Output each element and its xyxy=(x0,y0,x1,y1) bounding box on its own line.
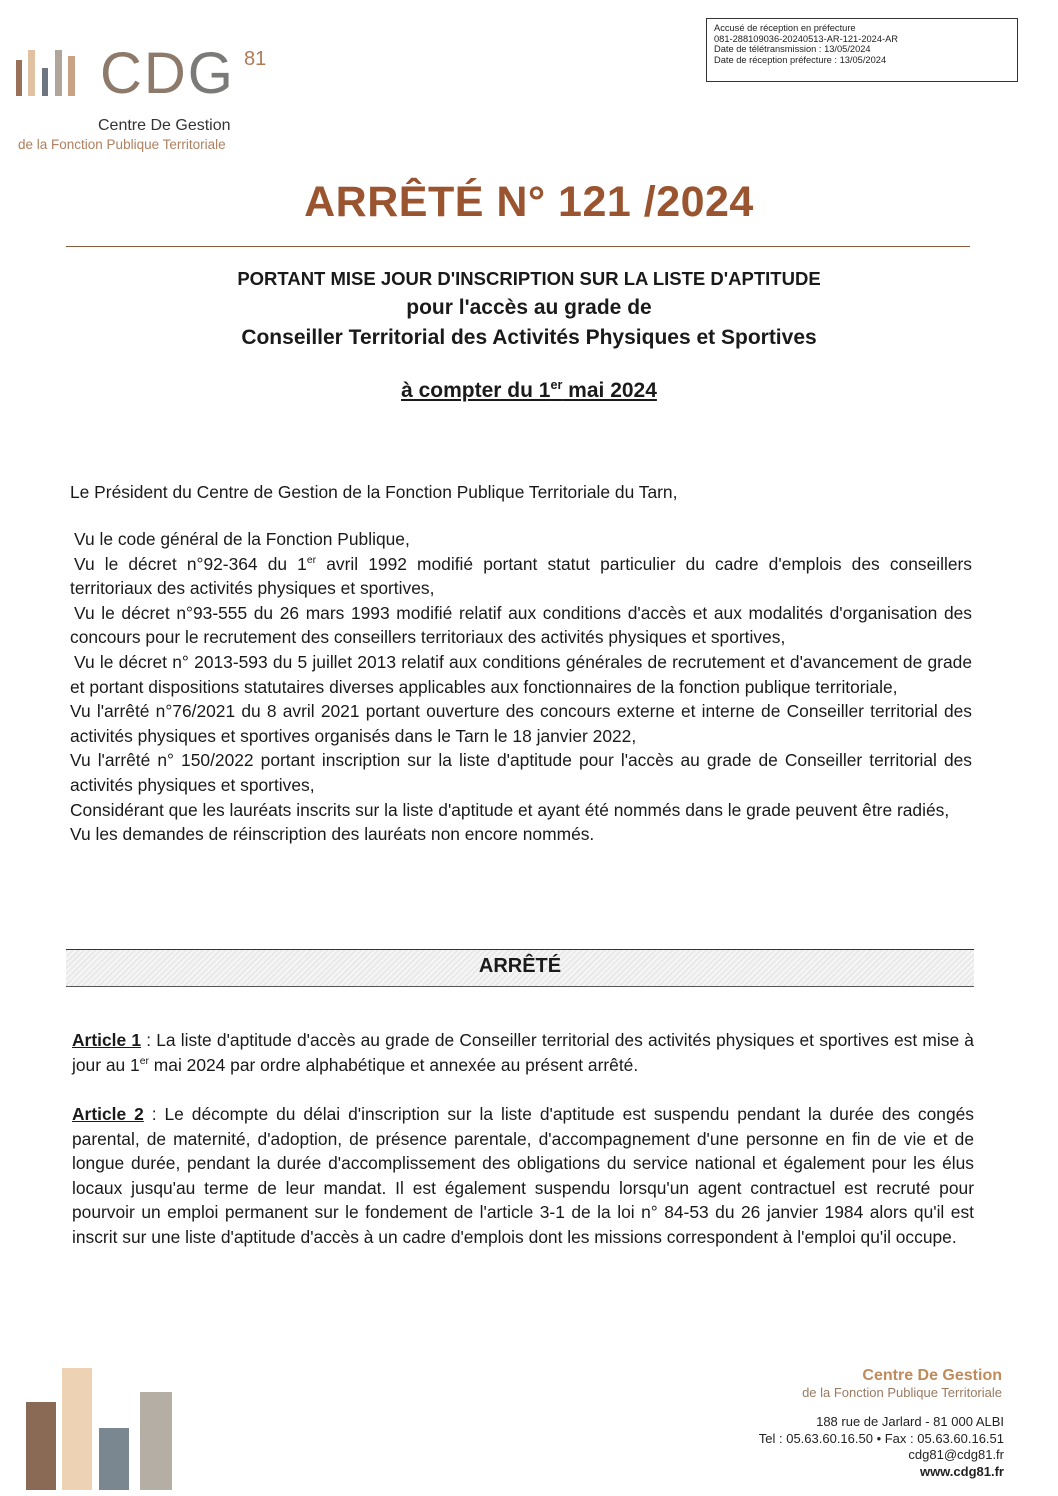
footer-organization xyxy=(802,1367,1002,1400)
subtitle-grade: Conseiller Territorial des Activités Physiques et Sportives xyxy=(241,326,817,349)
visa-item: Vu l'arrêté n°76/2021 du 8 avril 2021 portant ouverture des concours externe et interne de Conseiller territorial des activités physiques et sportives organisés dans le Tarn le 18 janvier 2022, xyxy=(70,701,972,746)
footer-bar xyxy=(140,1392,172,1490)
visa-item: Vu le décret n° 2013-593 du 5 juillet 2013 relatif aux conditions générales de recrutement et d'avancement de grade et portant dispositions statutaires diverses applicables aux fonctionnaires de la fonction publique territoriale, xyxy=(70,651,972,697)
stamp-line: 081-288109036-20240513-AR-121-2024-AR xyxy=(714,33,899,44)
visa-item: Considérant que les lauréats inscrits sur la liste d'aptitude et ayant été nommés dans le grade peuvent être radiés, xyxy=(70,799,950,820)
article-1: Article 1 : La liste d'aptitude d'accès au grade de Conseiller territorial des activités physiques et sportives est mise à jour au 1er mai 2024 par ordre alphabétique et annexée au présent arrêté. xyxy=(72,1030,974,1075)
cdg81-logo xyxy=(14,41,284,159)
visa-item: Vu les demandes de réinscription des lauréats non encore nommés. xyxy=(70,824,595,845)
footer-bar xyxy=(99,1428,129,1490)
footer-phone-fax: Tel : 05.63.60.16.50 • Fax : 05.63.60.16.51 xyxy=(758,1430,1004,1446)
footer-org-name: Centre De Gestion xyxy=(862,1367,1002,1384)
footer-bars-logo-icon xyxy=(22,1368,182,1490)
footer-bar xyxy=(62,1368,92,1490)
visa-item: Vu le décret n°92-364 du 1er avril 1992 modifié portant statut particulier du cadre d'emplois des conseillers territoriaux des activités physiques et sportives, xyxy=(70,553,972,599)
stamp-line: Accusé de réception en préfecture xyxy=(714,23,856,33)
footer-contact xyxy=(759,1414,1004,1480)
visa-item: Vu le décret n°93-555 du 26 mars 1993 modifié relatif aux conditions d'accès et aux modalités d'organisation des concours pour le recrutement des conseillers territoriaux des activités physiques et sportives, xyxy=(70,602,972,648)
document-title: ARRÊTÉ N° 121 /2024 xyxy=(304,178,754,226)
footer-email[interactable]: cdg81@cdg81.fr xyxy=(908,1447,1004,1462)
arrete-heading: ARRÊTÉ xyxy=(478,955,562,977)
visa-item: Vu le code général de la Fonction Publique, xyxy=(74,529,410,549)
logo-subtitle-2: de la Fonction Publique Territoriale xyxy=(18,137,226,152)
logo-wordmark: CDG xyxy=(100,41,235,106)
footer-address: 188 rue de Jarlard - 81 000 ALBI xyxy=(816,1414,1004,1429)
subtitle-purpose: PORTANT MISE JOUR D'INSCRIPTION SUR LA LISTE D'APTITUDE xyxy=(237,268,821,289)
subtitle-access: pour l'accès au grade de xyxy=(406,296,652,319)
footer-org-subtitle: de la Fonction Publique Territoriale xyxy=(802,1385,1002,1400)
stamp-line: Date de réception préfecture : 13/05/2024 xyxy=(714,54,887,65)
footer-website[interactable]: www.cdg81.fr xyxy=(919,1463,1004,1479)
logo-subtitle: Centre De Gestion xyxy=(98,117,231,134)
logo-superscript: 81 xyxy=(244,48,267,70)
stamp-line: Date de télétransmission : 13/05/2024 xyxy=(714,44,871,55)
arrete-heading-band xyxy=(66,949,974,987)
visas-section xyxy=(70,527,972,847)
article-2-label: Article 2 xyxy=(72,1104,144,1124)
footer-bar xyxy=(26,1402,56,1490)
article-1-label: Article 1 xyxy=(72,1030,141,1050)
title-divider xyxy=(66,246,970,247)
visa-item: Vu l'arrêté n° 150/2022 portant inscription sur la liste d'aptitude pour l'accès au grade de Conseiller territorial des activités physiques et sportives, xyxy=(70,750,972,795)
effective-date: à compter du 1er mai 2024 xyxy=(401,378,657,402)
article-2: Article 2 : Le décompte du délai d'inscription sur la liste d'aptitude est suspendu pendant la durée des congés parental, de maternité, d'adoption, de présence parentale, d'accompagnement d'une personne en fin de vie et de longue durée, pendant la durée d'accomplissement des obligations du service national et également pour les élus locaux jusqu'au terme de leur mandat. Il est également suspendu lorsqu'un agent contractuel est recruté pour pourvoir un emploi permanent sur le fondement de l'article 3-1 de la loi n° 84-53 du 26 janvier 1984 alors qu'il est inscrit sur une liste d'aptitude d'accès à un cadre d'emplois dont les missions correspondent à l'emploi qu'il occupe. xyxy=(72,1104,975,1247)
prefecture-receipt-stamp xyxy=(706,18,1018,82)
intro-paragraph: Le Président du Centre de Gestion de la Fonction Publique Territoriale du Tarn, xyxy=(70,482,678,502)
